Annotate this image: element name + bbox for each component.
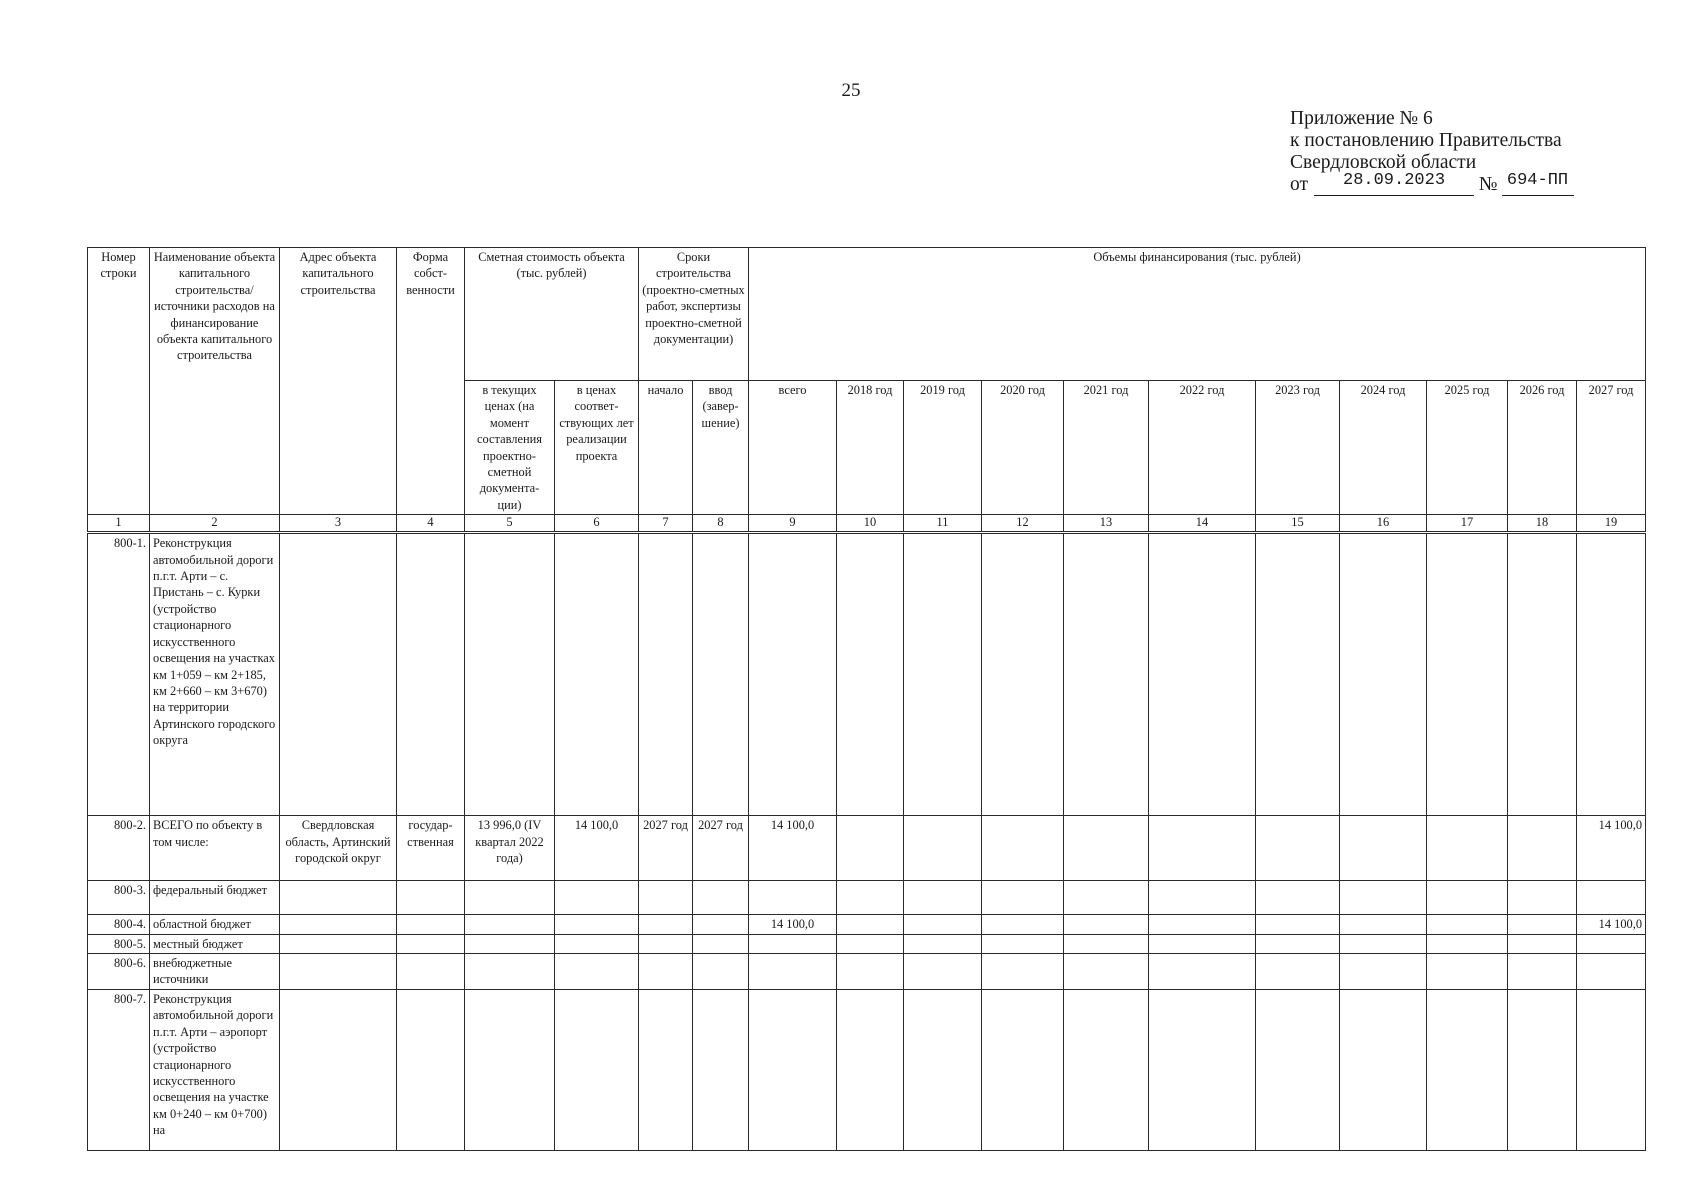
header-cost-current: в текущих ценах (на момент составления проектно-сметной документа-ции) — [465, 381, 555, 515]
row-number: 800-3. — [88, 881, 150, 915]
header-row-no: Номер строки — [88, 248, 150, 515]
header-cost-years: в ценах соответ-ствующих лет реализации проекта — [555, 381, 639, 515]
header-volumes: Объемы финансирования (тыс. рублей) — [749, 248, 1646, 381]
col-num: 19 — [1577, 515, 1646, 533]
header-year-2018: 2018 год — [837, 381, 904, 515]
header-year-2019: 2019 год — [904, 381, 982, 515]
col-num: 17 — [1427, 515, 1508, 533]
col-num: 9 — [749, 515, 837, 533]
appendix-decree: к постановлению Правительства — [1290, 130, 1562, 151]
col-num: 2 — [150, 515, 280, 533]
row-name: федеральный бюджет — [150, 881, 280, 915]
col-num: 4 — [397, 515, 465, 533]
row-2027: 14 100,0 — [1577, 816, 1646, 881]
table-row — [88, 915, 1646, 934]
header-year-2027: 2027 год — [1577, 381, 1646, 515]
header-year-2026: 2026 год — [1508, 381, 1577, 515]
col-num: 14 — [1149, 515, 1256, 533]
row-number: 800-6. — [88, 954, 150, 990]
table-row — [88, 989, 1646, 1150]
number-value: 694-ПП — [1506, 171, 1569, 190]
col-num: 18 — [1508, 515, 1577, 533]
col-num: 10 — [837, 515, 904, 533]
col-num: 6 — [555, 515, 639, 533]
row-number: 800-7. — [88, 989, 150, 1150]
number-label: № — [1478, 174, 1498, 195]
col-num: 8 — [693, 515, 749, 533]
row-number: 800-1. — [88, 533, 150, 816]
row-name: Реконструкция автомобильной дороги п.г.т. Арти – с. Пристань – с. Курки (устройство стационарного искусственного освещения на участках км 1+059 – км 2+185, км 2+660 – км 3+670) на территории Артинского городского округа — [150, 533, 280, 816]
number-field — [1502, 171, 1574, 196]
table-row — [88, 816, 1646, 881]
header-year-2024: 2024 год — [1340, 381, 1427, 515]
page-number: 25 — [841, 80, 861, 101]
col-num: 5 — [465, 515, 555, 533]
date-field — [1314, 171, 1474, 196]
header-ownership: Форма собст-венности — [397, 248, 465, 515]
col-num: 12 — [982, 515, 1064, 533]
header-start: начало — [639, 381, 693, 515]
row-name: Реконструкция автомобильной дороги п.г.т. Арти – аэропорт (устройство стационарного искусственного освещения на участке км 0+240 – км 0+700) на — [150, 989, 280, 1150]
appendix-date-line — [1290, 171, 1574, 196]
header-year-2025: 2025 год — [1427, 381, 1508, 515]
row-total: 14 100,0 — [749, 915, 837, 934]
header-year-2020: 2020 год — [982, 381, 1064, 515]
financing-table — [87, 247, 1646, 1151]
row-address: Свердловская область, Артинский городской округ — [280, 816, 397, 881]
col-num: 3 — [280, 515, 397, 533]
header-row-1 — [88, 248, 1646, 381]
row-cost-years: 14 100,0 — [555, 816, 639, 881]
header-year-2021: 2021 год — [1064, 381, 1149, 515]
table-row — [88, 934, 1646, 953]
col-num: 7 — [639, 515, 693, 533]
row-finish: 2027 год — [693, 816, 749, 881]
header-terms: Сроки строительства (проектно-сметных работ, экспертизы проектно-сметной документации) — [639, 248, 749, 381]
header-address: Адрес объекта капитального строительства — [280, 248, 397, 515]
col-num: 1 — [88, 515, 150, 533]
appendix-title: Приложение № 6 — [1290, 108, 1433, 129]
header-year-2023: 2023 год — [1256, 381, 1340, 515]
appendix-block — [1290, 108, 1574, 196]
col-num: 11 — [904, 515, 982, 533]
row-name: местный бюджет — [150, 934, 280, 953]
table-row — [88, 881, 1646, 915]
header-name: Наименование объекта капитального строительства/ источники расходов на финансирование объекта капитального строительства — [150, 248, 280, 515]
col-num: 15 — [1256, 515, 1340, 533]
from-label: от — [1290, 174, 1309, 195]
header-total: всего — [749, 381, 837, 515]
appendix-region: Свердловской области — [1290, 152, 1477, 173]
column-numbers-row — [88, 515, 1646, 533]
row-name: внебюджетные источники — [150, 954, 280, 990]
row-2027: 14 100,0 — [1577, 915, 1646, 934]
header-year-2022: 2022 год — [1149, 381, 1256, 515]
row-start: 2027 год — [639, 816, 693, 881]
table-row — [88, 954, 1646, 990]
col-num: 16 — [1340, 515, 1427, 533]
row-number: 800-5. — [88, 934, 150, 953]
row-cost-current: 13 996,0 (IV квартал 2022 года) — [465, 816, 555, 881]
row-total: 14 100,0 — [749, 816, 837, 881]
table-row — [88, 533, 1646, 816]
col-num: 13 — [1064, 515, 1149, 533]
header-cost: Сметная стоимость объекта (тыс. рублей) — [465, 248, 639, 381]
row-name: ВСЕГО по объекту в том числе: — [150, 816, 280, 881]
row-number: 800-2. — [88, 816, 150, 881]
row-number: 800-4. — [88, 915, 150, 934]
row-ownership: государ-ственная — [397, 816, 465, 881]
header-finish: ввод (завер-шение) — [693, 381, 749, 515]
date-value: 28.09.2023 — [1343, 171, 1446, 190]
row-name: областной бюджет — [150, 915, 280, 934]
